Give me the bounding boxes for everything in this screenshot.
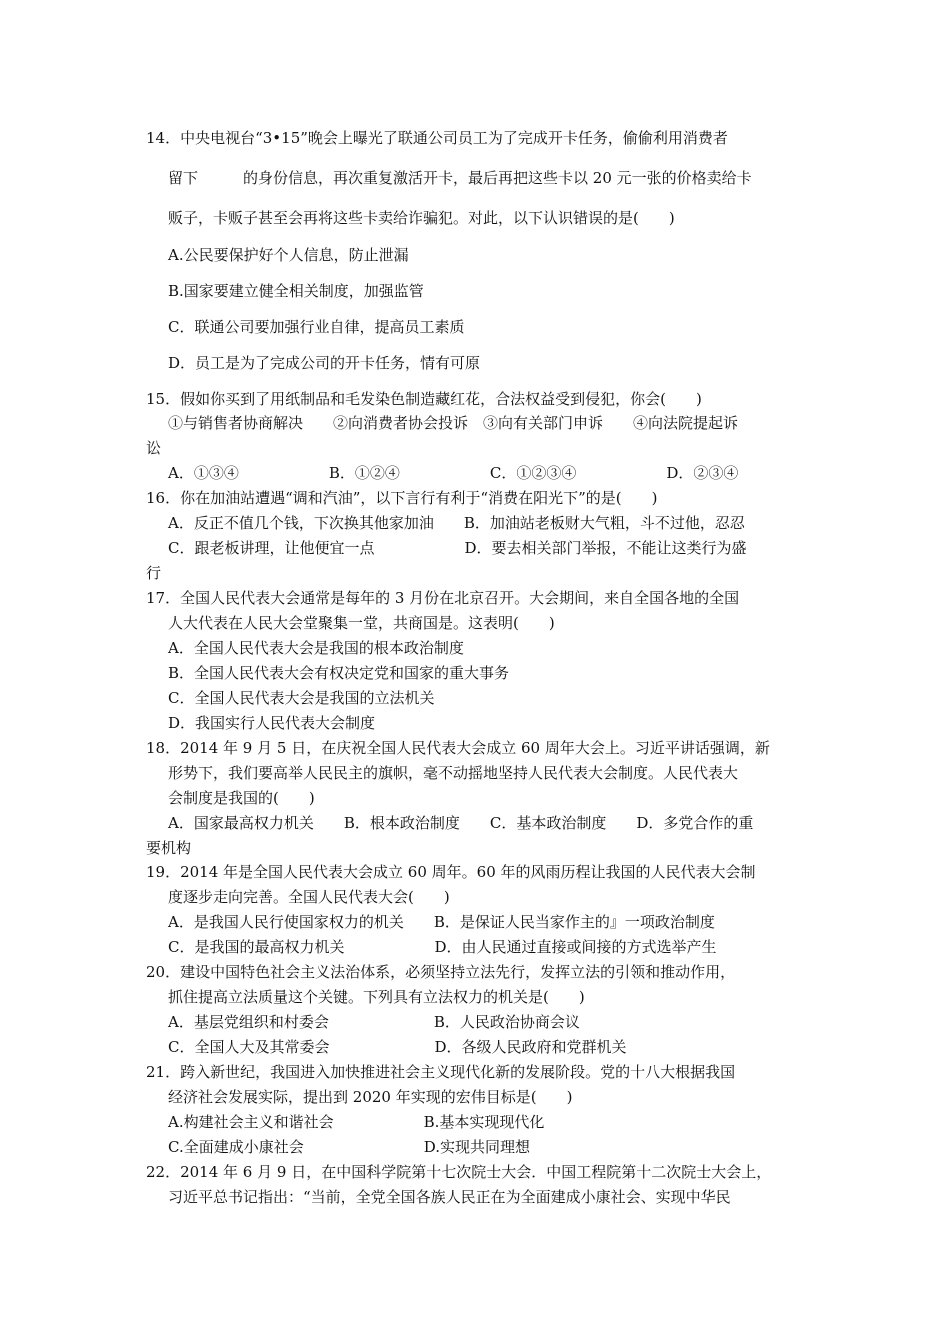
q14-line-3: 贩子，卡贩子甚至会再将这些卡卖给诈骗犯。对此，以下认识错误的是( ) xyxy=(168,209,675,227)
q15-choices-wrap: 讼 xyxy=(146,439,162,457)
q14-line-1: 14．中央电视台“3•15”晚会上曝光了联通公司员工为了完成开卡任务，偷偷利用消费者 xyxy=(146,129,728,147)
q20-stem-1: 20．建设中国特色社会主义法治体系，必须坚持立法先行，发挥立法的引领和推动作用， xyxy=(146,963,736,981)
q14-option-c: C．联通公司要加强行业自律，提高员工素质 xyxy=(168,318,465,336)
q21-stem-2: 经济社会发展实际，提出到 2020 年实现的宏伟目标是( ) xyxy=(168,1088,573,1106)
q20-options-ab: A．基层党组织和村委会 B．人民政治协商会议 xyxy=(168,1013,580,1031)
q18-stem-1: 18．2014 年 9 月 5 日，在庆祝全国人民代表大会成立 60 周年大会上。习近平讲话强调，新 xyxy=(146,739,770,757)
q17-option-d: D．我国实行人民代表大会制度 xyxy=(168,714,376,732)
q17-option-a: A．全国人民代表大会是我国的根本政治制度 xyxy=(168,639,464,657)
q15-stem: 15．假如你买到了用纸制品和毛发染色制造藏红花，合法权益受到侵犯，你会( ) xyxy=(146,390,702,408)
q22-stem-2: 习近平总书记指出：“当前，全党全国各族人民正在为全面建成小康社会、实现中华民 xyxy=(168,1188,731,1206)
q19-options-ab: A．是我国人民行使国家权力的机关 B．是保证人民当家作主的』一项政治制度 xyxy=(168,913,715,931)
q20-stem-2: 抓住提高立法质量这个关键。下列具有立法权力的机关是( ) xyxy=(168,988,585,1006)
q18-options: A．国家最高权力机关 B．根本政治制度 C．基本政治制度 D．多党合作的重 xyxy=(168,814,754,832)
q17-stem-2: 人大代表在人民大会堂聚集一堂，共商国是。这表明( ) xyxy=(168,614,555,632)
q21-options-ab: A.构建社会主义和谐社会 B.基本实现现代化 xyxy=(168,1113,545,1131)
q14-option-b: B.国家要建立健全相关制度，加强监管 xyxy=(168,282,424,300)
q16-options-cd: C．跟老板讲理，让他便宜一点 D．要去相关部门举报，不能让这类行为盛 xyxy=(168,539,747,557)
q14-option-d: D．员工是为了完成公司的开卡任务，情有可原 xyxy=(168,354,481,372)
q17-option-c: C．全国人民代表大会是我国的立法机关 xyxy=(168,689,435,707)
q20-options-cd: C．全国人大及其常委会 D．各级人民政府和党群机关 xyxy=(168,1038,627,1056)
q16-options-wrap: 行 xyxy=(146,564,162,582)
q19-stem-2: 度逐步走向完善。全国人民代表大会( ) xyxy=(168,888,450,906)
q17-option-b: B．全国人民代表大会有权决定党和国家的重大事务 xyxy=(168,664,510,682)
q17-stem-1: 17．全国人民代表大会通常是每年的 3 月份在北京召开。大会期间，来自全国各地的全国 xyxy=(146,589,740,607)
q19-stem-1: 19．2014 年是全国人民代表大会成立 60 周年。60 年的风雨历程让我国的人民代表大会制 xyxy=(146,863,756,881)
q21-options-cd: C.全面建成小康社会 D.实现共同理想 xyxy=(168,1138,530,1156)
q15-choices: ①与销售者协商解决 ②向消费者协会投诉 ③向有关部门申诉 ④向法院提起诉 xyxy=(168,414,739,432)
q14-option-a: A.公民要保护好个人信息，防止泄漏 xyxy=(168,246,409,264)
q14-line-2: 留下 的身份信息，再次重复激活开卡，最后再把这些卡以 20 元一张的价格卖给卡 xyxy=(168,169,752,187)
q18-stem-2: 形势下，我们要高举人民民主的旗帜，毫不动摇地坚持人民代表大会制度。人民代表大 xyxy=(168,764,739,782)
q19-options-cd: C．是我国的最高权力机关 D．由人民通过直接或间接的方式选举产生 xyxy=(168,938,717,956)
q16-stem: 16．你在加油站遭遇“调和汽油”，以下言行有利于“消费在阳光下”的是( ) xyxy=(146,489,658,507)
q21-stem-1: 21．跨入新世纪，我国进入加快推进社会主义现代化新的发展阶段。党的十八大根据我国 xyxy=(146,1063,736,1081)
q18-stem-3: 会制度是我国的( ) xyxy=(168,789,315,807)
q16-options-ab: A．反正不值几个钱，下次换其他家加油 B．加油站老板财大气粗，斗不过他，忍忍 xyxy=(168,514,745,532)
q15-options: A．①③④ B．①②④ C．①②③④ D．②③④ xyxy=(168,464,739,482)
q22-stem-1: 22．2014 年 6 月 9 日，在中国科学院第十七次院士大会．中国工程院第十二次院士大会上， xyxy=(146,1163,772,1181)
q18-options-wrap: 要机构 xyxy=(146,839,192,857)
